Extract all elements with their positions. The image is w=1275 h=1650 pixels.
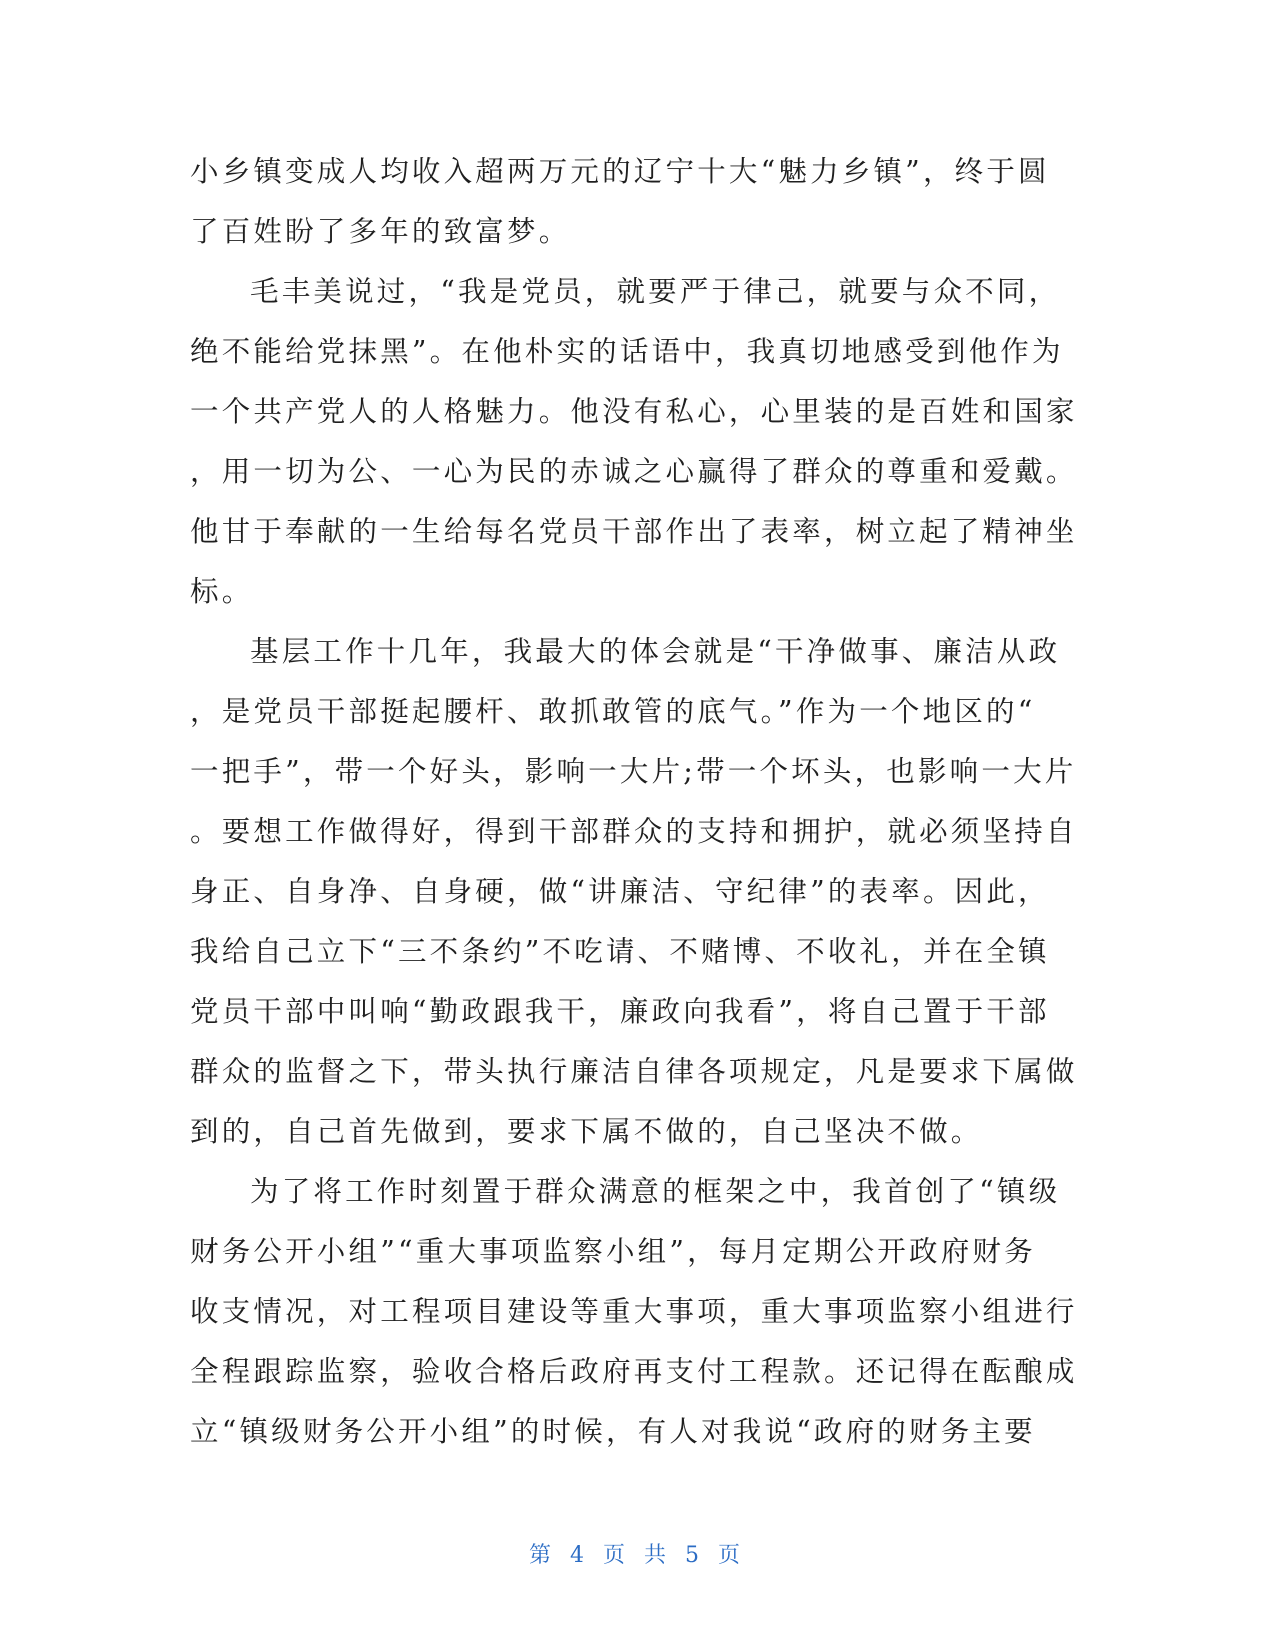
text-line: 党员干部中叫响“勤政跟我干，廉政向我看”，将自己置于干部 <box>190 995 1050 1028</box>
text-line: 到的，自己首先做到，要求下属不做的，自己坚决不做。 <box>190 1115 983 1148</box>
text-line: 小乡镇变成人均收入超两万元的辽宁十大“魅力乡镇”，终于圆 <box>190 155 1050 188</box>
paragraph-start-line: 毛丰美说过，“我是党员，就要严于律己，就要与众不同， <box>250 275 1061 308</box>
document-body <box>190 142 1080 1462</box>
text-line: 绝不能给党抹黑”。在他朴实的话语中，我真切地感受到他作为 <box>190 335 1064 368</box>
text-line: 一个共产党人的人格魅力。他没有私心，心里装的是百姓和国家 <box>190 395 1078 428</box>
text-line: ，用一切为公、一心为民的赤诚之心赢得了群众的尊重和爱戴。 <box>190 455 1078 488</box>
text-line: 。要想工作做得好，得到干部群众的支持和拥护，就必须坚持自 <box>190 815 1078 848</box>
paragraph-start-line: 为了将工作时刻置于群众满意的框架之中，我首创了“镇级 <box>250 1175 1061 1208</box>
text-line: 他甘于奉献的一生给每名党员干部作出了表率，树立起了精神坐 <box>190 515 1078 548</box>
text-line: 收支情况，对工程项目建设等重大事项，重大事项监察小组进行 <box>190 1295 1078 1328</box>
text-line: 一把手”，带一个好头，影响一大片;带一个坏头，也影响一大片 <box>190 755 1077 788</box>
text-line: 立“镇级财务公开小组”的时候，有人对我说“政府的财务主要 <box>190 1415 1036 1448</box>
text-line: 身正、自身净、自身硬，做“讲廉洁、守纪律”的表率。因此， <box>190 875 1050 908</box>
text-line: 财务公开小组”“重大事项监察小组”，每月定期公开政府财务 <box>190 1235 1036 1268</box>
paragraph-start-line: 基层工作十几年，我最大的体会就是“干净做事、廉洁从政 <box>250 635 1061 668</box>
text-line: ，是党员干部挺起腰杆、敢抓敢管的底气。”作为一个地区的“ <box>190 695 1036 728</box>
text-line: 了百姓盼了多年的致富梦。 <box>190 215 571 248</box>
text-line: 群众的监督之下，带头执行廉洁自律各项规定，凡是要求下属做 <box>190 1055 1078 1088</box>
text-line: 我给自己立下“三不条约”不吃请、不赌博、不收礼，并在全镇 <box>190 935 1050 968</box>
text-line: 全程跟踪监察，验收合格后政府再支付工程款。还记得在酝酿成 <box>190 1355 1078 1388</box>
page-footer <box>0 1538 1275 1569</box>
text-line: 标。 <box>190 575 254 608</box>
page-number-label: 第 4 页 共 5 页 <box>529 1543 746 1568</box>
